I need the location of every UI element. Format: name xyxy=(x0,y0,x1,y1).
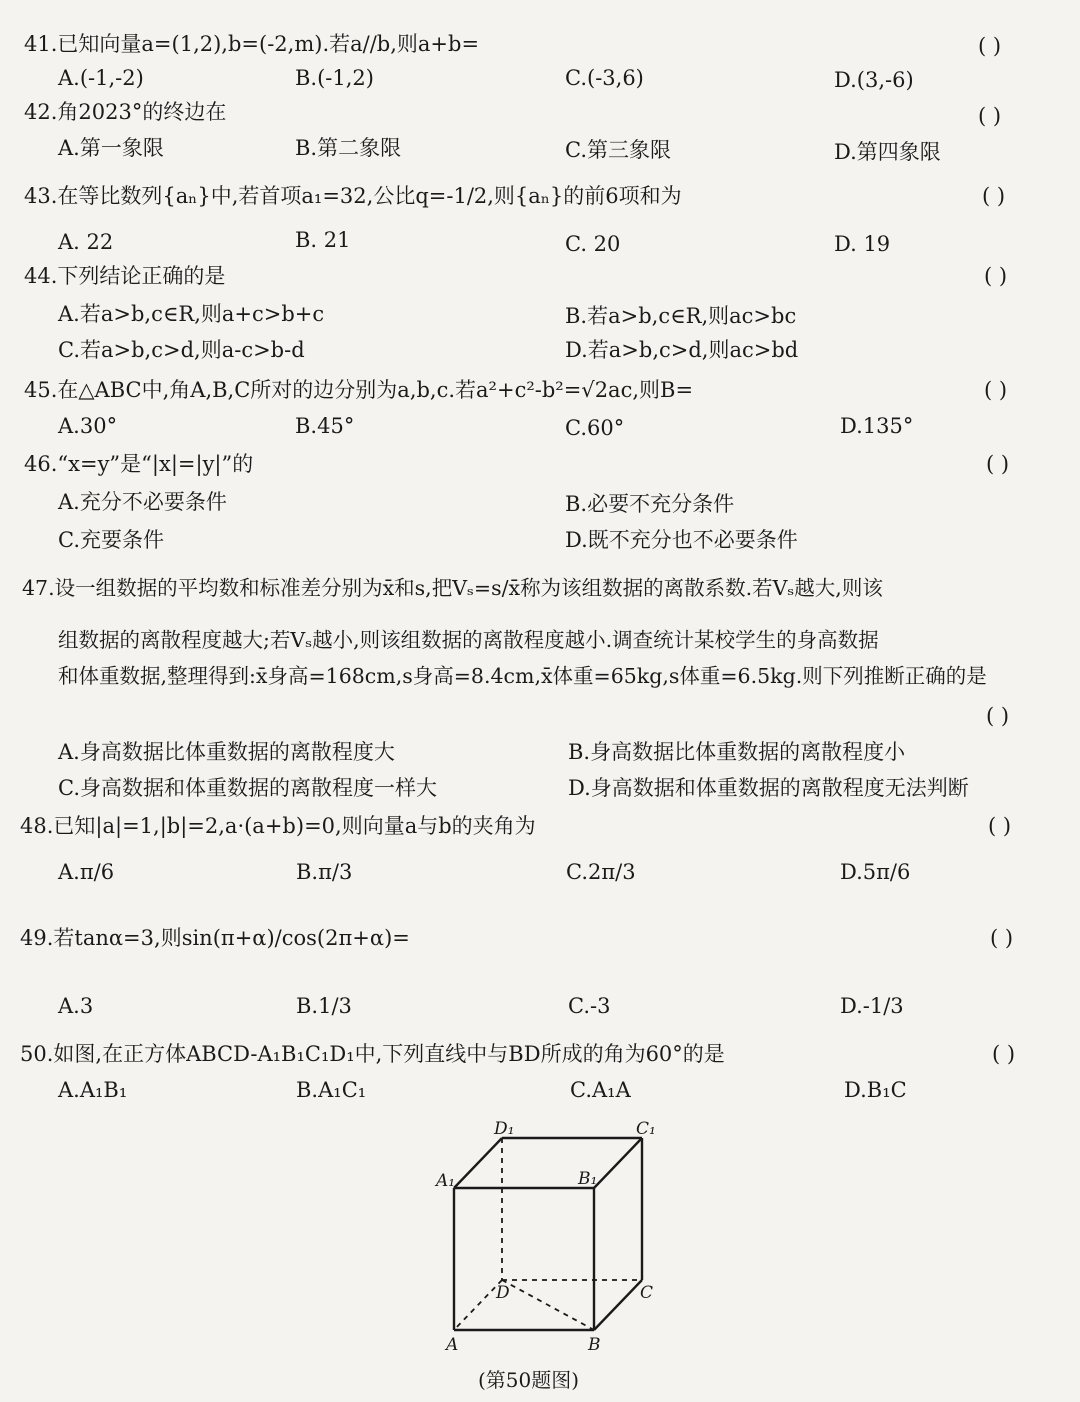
q47-option-b: B.身高数据比体重数据的离散程度小 xyxy=(568,740,906,764)
q50-option-d: D.B₁C xyxy=(844,1078,907,1102)
q49-option-d: D.-1/3 xyxy=(840,994,904,1018)
q42-option-b: B.第二象限 xyxy=(295,136,402,160)
q42-option-c: C.第三象限 xyxy=(565,138,671,162)
answer-paren-45: ( ) xyxy=(984,378,1008,402)
q45-option-a: A.30° xyxy=(58,414,118,438)
label-c: C xyxy=(640,1283,654,1303)
q47-option-a: A.身高数据比体重数据的离散程度大 xyxy=(58,740,395,764)
q44-option-a: A.若a>b,c∈R,则a+c>b+c xyxy=(58,302,325,326)
question-41: 41.已知向量a=(1,2),b=(-2,m).若a//b,则a+b= xyxy=(24,32,480,56)
answer-paren-47: ( ) xyxy=(986,704,1010,728)
q46-option-c: C.充要条件 xyxy=(58,528,164,552)
q49-option-c: C.-3 xyxy=(568,994,611,1018)
q43-option-c: C. 20 xyxy=(565,232,621,256)
q47-option-c: C.身高数据和体重数据的离散程度一样大 xyxy=(58,776,437,800)
edge-cb xyxy=(594,1280,642,1330)
label-a: A xyxy=(446,1335,459,1355)
answer-paren-50: ( ) xyxy=(992,1042,1016,1066)
q44-option-c: C.若a>b,c>d,则a-c>b-d xyxy=(58,338,305,362)
answer-paren-42: ( ) xyxy=(978,104,1002,128)
hidden-edge-da xyxy=(454,1280,502,1330)
q41-option-a: A.(-1,-2) xyxy=(58,66,144,90)
q48-option-a: A.π/6 xyxy=(58,860,115,884)
cube-figure xyxy=(420,1110,680,1360)
figure-caption: (第50题图) xyxy=(478,1368,580,1392)
q44-option-d: D.若a>b,c>d,则ac>bd xyxy=(565,338,799,362)
q41-option-d: D.(3,-6) xyxy=(834,68,914,92)
q50-option-c: C.A₁A xyxy=(570,1078,631,1102)
q45-option-c: C.60° xyxy=(565,416,625,440)
question-45: 45.在△ABC中,角A,B,C所对的边分别为a,b,c.若a²+c²-b²=√2ac,则B= xyxy=(24,378,694,402)
question-50: 50.如图,在正方体ABCD-A₁B₁C₁D₁中,下列直线中与BD所成的角为60°的是 xyxy=(20,1042,725,1066)
q46-option-b: B.必要不充分条件 xyxy=(565,492,735,516)
q46-option-a: A.充分不必要条件 xyxy=(58,490,227,514)
question-47-line-1: 47.设一组数据的平均数和标准差分别为x̄和s,把Vₛ=s/x̄称为该组数据的离散系数.若Vₛ越大,则该 xyxy=(22,576,883,600)
answer-paren-49: ( ) xyxy=(990,926,1014,950)
q43-option-b: B. 21 xyxy=(295,228,351,252)
q48-option-c: C.2π/3 xyxy=(566,860,636,884)
edge-a1d1 xyxy=(454,1138,502,1188)
label-d: D xyxy=(496,1283,510,1303)
q48-option-d: D.5π/6 xyxy=(840,860,911,884)
label-b: B xyxy=(588,1335,601,1355)
question-44: 44.下列结论正确的是 xyxy=(24,264,226,288)
answer-paren-44: ( ) xyxy=(984,264,1008,288)
question-46: 46.“x=y”是“|x|=|y|”的 xyxy=(24,452,254,476)
question-47-line-3: 和体重数据,整理得到:x̄身高=168cm,s身高=8.4cm,x̄体重=65kg,s体重=6.5kg.则下列推断正确的是 xyxy=(58,664,987,688)
q50-option-a: A.A₁B₁ xyxy=(58,1078,128,1102)
question-43: 43.在等比数列{aₙ}中,若首项a₁=32,公比q=-1/2,则{aₙ}的前6项和为 xyxy=(24,184,682,208)
answer-paren-41: ( ) xyxy=(978,34,1002,58)
answer-paren-43: ( ) xyxy=(982,184,1006,208)
q42-option-a: A.第一象限 xyxy=(58,136,164,160)
q49-option-b: B.1/3 xyxy=(296,994,352,1018)
q48-option-b: B.π/3 xyxy=(296,860,353,884)
edge-c1b1 xyxy=(594,1138,642,1188)
question-49: 49.若tanα=3,则sin(π+α)/cos(2π+α)= xyxy=(20,926,410,950)
hidden-edge-db xyxy=(502,1280,594,1330)
q49-option-a: A.3 xyxy=(58,994,94,1018)
label-c1: C₁ xyxy=(636,1119,656,1139)
answer-paren-46: ( ) xyxy=(986,452,1010,476)
answer-paren-48: ( ) xyxy=(988,814,1012,838)
q47-option-d: D.身高数据和体重数据的离散程度无法判断 xyxy=(568,776,969,800)
q46-option-d: D.既不充分也不必要条件 xyxy=(565,528,798,552)
q41-option-b: B.(-1,2) xyxy=(295,66,374,90)
label-b1: B₁ xyxy=(578,1169,598,1189)
q50-option-b: B.A₁C₁ xyxy=(296,1078,367,1102)
question-42: 42.角2023°的终边在 xyxy=(24,100,227,124)
q44-option-b: B.若a>b,c∈R,则ac>bc xyxy=(565,304,797,328)
q43-option-d: D. 19 xyxy=(834,232,891,256)
label-a1: A₁ xyxy=(436,1171,456,1191)
question-47-line-2: 组数据的离散程度越大;若Vₛ越小,则该组数据的离散程度越小.调查统计某校学生的身高数据 xyxy=(58,628,879,652)
q45-option-b: B.45° xyxy=(295,414,355,438)
q45-option-d: D.135° xyxy=(840,414,914,438)
q42-option-d: D.第四象限 xyxy=(834,140,941,164)
q43-option-a: A. 22 xyxy=(58,230,114,254)
q41-option-c: C.(-3,6) xyxy=(565,66,644,90)
label-d1: D₁ xyxy=(494,1119,515,1139)
question-48: 48.已知|a|=1,|b|=2,a·(a+b)=0,则向量a与b的夹角为 xyxy=(20,814,536,838)
